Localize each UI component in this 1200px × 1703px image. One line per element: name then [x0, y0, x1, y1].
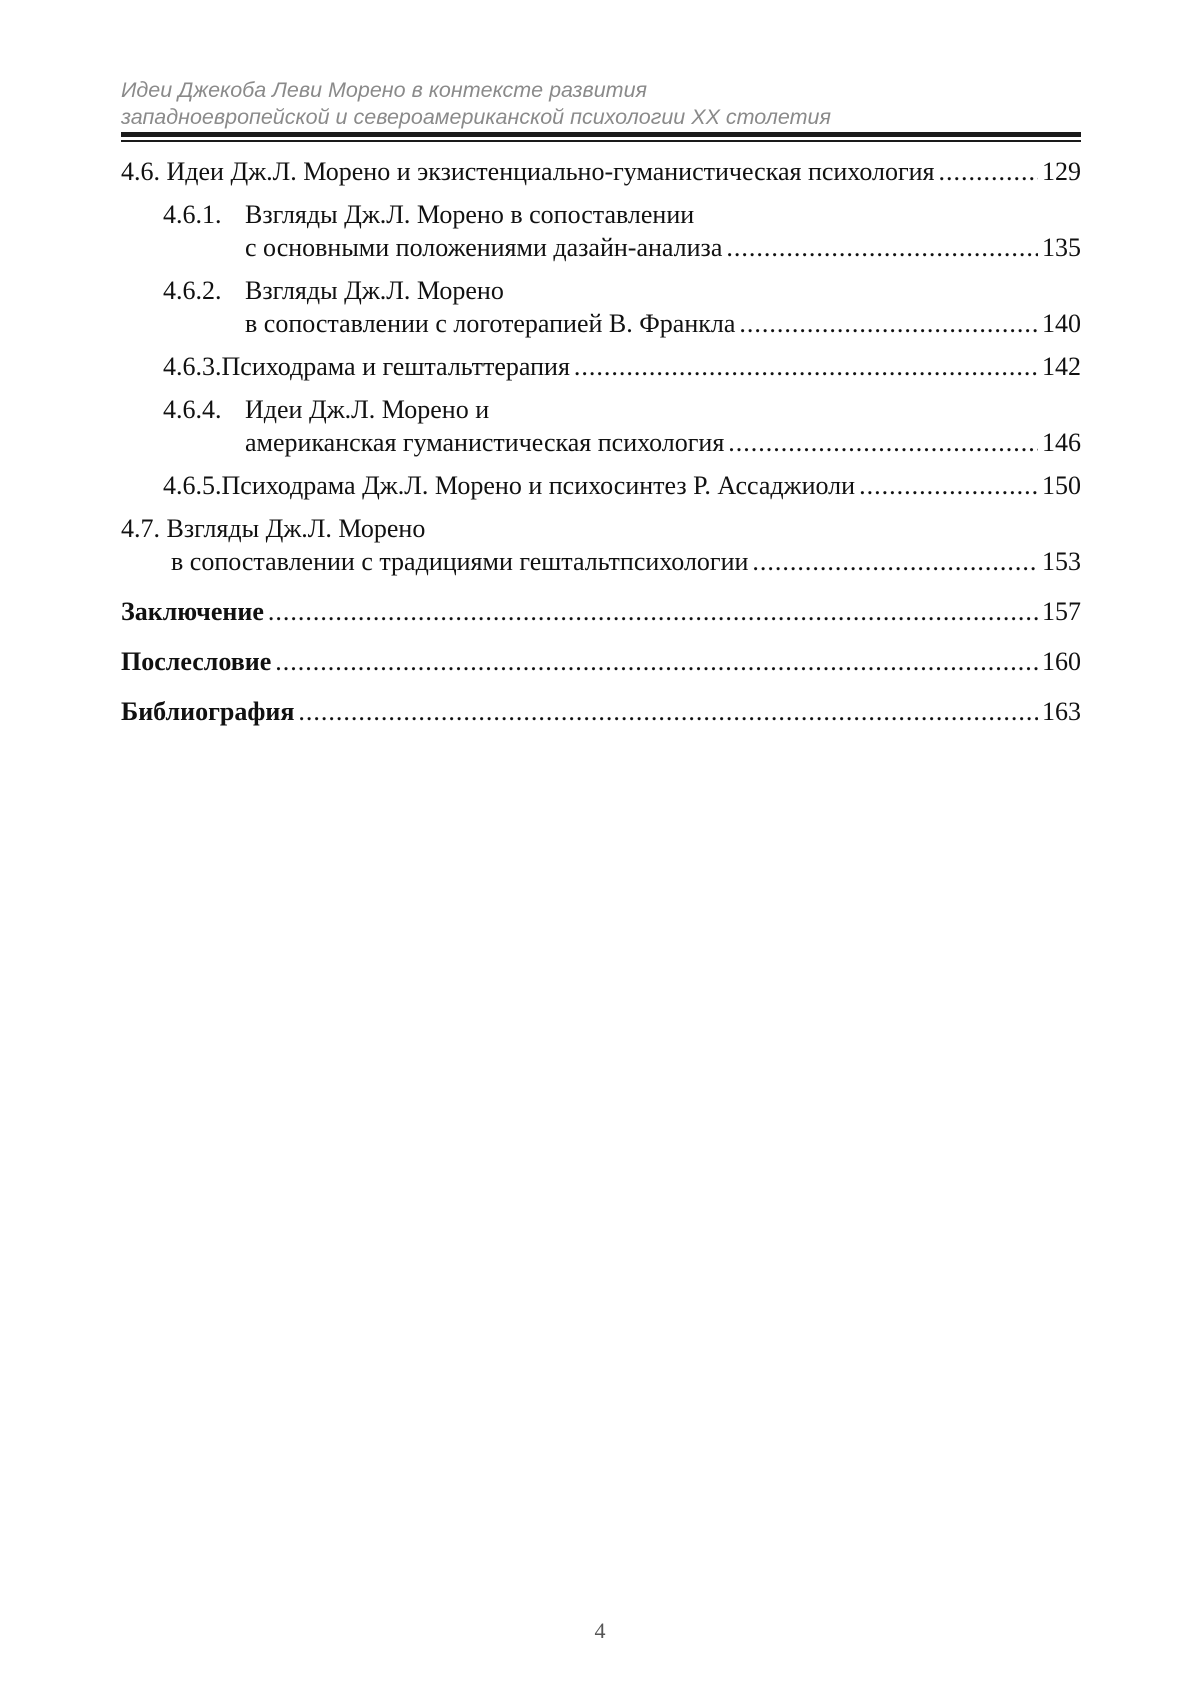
dot-leader — [268, 595, 1038, 628]
toc-number: 4.6.4. — [163, 395, 222, 424]
toc-title-line-1: Взгляды Дж.Л. Морено — [245, 276, 504, 305]
toc-number: 4.6.2. — [163, 276, 222, 305]
running-header — [121, 77, 1081, 131]
toc-title: Психодрама Дж.Л. Морено и психосинтез Р. Ассаджиоли — [221, 471, 856, 500]
toc-title-line-2: с основными положениями дазайн-анализа — [245, 233, 723, 262]
toc-title: Психодрама и гештальттерапия — [221, 352, 570, 381]
toc-page-number: 142 — [1042, 352, 1081, 381]
toc-page-number: 140 — [1042, 309, 1081, 338]
toc-page-number: 153 — [1042, 547, 1081, 576]
dot-leader — [728, 426, 1038, 459]
toc-number: 4.6. — [121, 157, 160, 186]
toc-title: Библиография — [121, 697, 295, 726]
toc-entry-4-6-3[interactable] — [121, 350, 1081, 383]
toc-page-number: 160 — [1042, 647, 1081, 676]
toc-entry-afterword[interactable] — [121, 645, 1081, 678]
toc-title-line-2: в сопоставлении с традициями гештальтпсихологии — [171, 547, 749, 576]
toc-title-line-2: в сопоставлении с логотерапией В. Франкла — [245, 309, 736, 338]
toc-number: 4.7. — [121, 514, 160, 543]
toc-page-number: 146 — [1042, 428, 1081, 457]
toc-number: 4.6.3. — [163, 352, 222, 381]
toc-entry-4-6[interactable] — [121, 155, 1081, 188]
toc-title-line-1: Идеи Дж.Л. Морено и — [245, 395, 490, 424]
toc-page-number: 129 — [1042, 157, 1081, 186]
dot-leader — [298, 695, 1038, 728]
toc-page-number: 150 — [1042, 471, 1081, 500]
dot-leader — [726, 231, 1038, 264]
toc-title-line-1: Взгляды Дж.Л. Морено в сопоставлении — [245, 200, 695, 229]
header-rule-thin — [121, 140, 1081, 142]
toc-entry-4-6-4[interactable] — [121, 393, 1081, 459]
dot-leader — [275, 645, 1038, 678]
toc-title: Заключение — [121, 597, 264, 626]
dot-leader — [574, 350, 1038, 383]
toc-entry-4-6-1[interactable] — [121, 198, 1081, 264]
toc-entry-bibliography[interactable] — [121, 695, 1081, 728]
toc-entry-4-6-5[interactable] — [121, 469, 1081, 502]
dot-leader — [859, 469, 1038, 502]
dot-leader — [939, 155, 1039, 188]
dot-leader — [752, 545, 1038, 578]
toc-page-number: 163 — [1042, 697, 1081, 726]
toc-title: Идеи Дж.Л. Морено и экзистенциально-гуманистическая психология — [166, 157, 935, 186]
toc-title-line-2: американская гуманистическая психология — [245, 428, 725, 457]
toc-page-number: 135 — [1042, 233, 1081, 262]
toc-title: Послесловие — [121, 647, 272, 676]
toc-page-number: 157 — [1042, 597, 1081, 626]
toc-entry-conclusion[interactable] — [121, 595, 1081, 628]
running-header-line-1: Идеи Джекоба Леви Морено в контексте развития — [121, 78, 648, 102]
toc-number: 4.6.5. — [163, 471, 222, 500]
toc-number: 4.6.1. — [163, 200, 222, 229]
toc-entry-4-6-2[interactable] — [121, 274, 1081, 340]
page-number: 4 — [594, 1618, 606, 1643]
toc-title-line-1: Взгляды Дж.Л. Морено — [166, 514, 426, 543]
toc-entry-4-7[interactable] — [121, 512, 1081, 578]
table-of-contents — [121, 155, 1081, 728]
header-rule-thick — [121, 132, 1081, 137]
dot-leader — [739, 307, 1038, 340]
running-header-line-2: западноевропейской и североамериканской психологии XX столетия — [121, 105, 831, 129]
